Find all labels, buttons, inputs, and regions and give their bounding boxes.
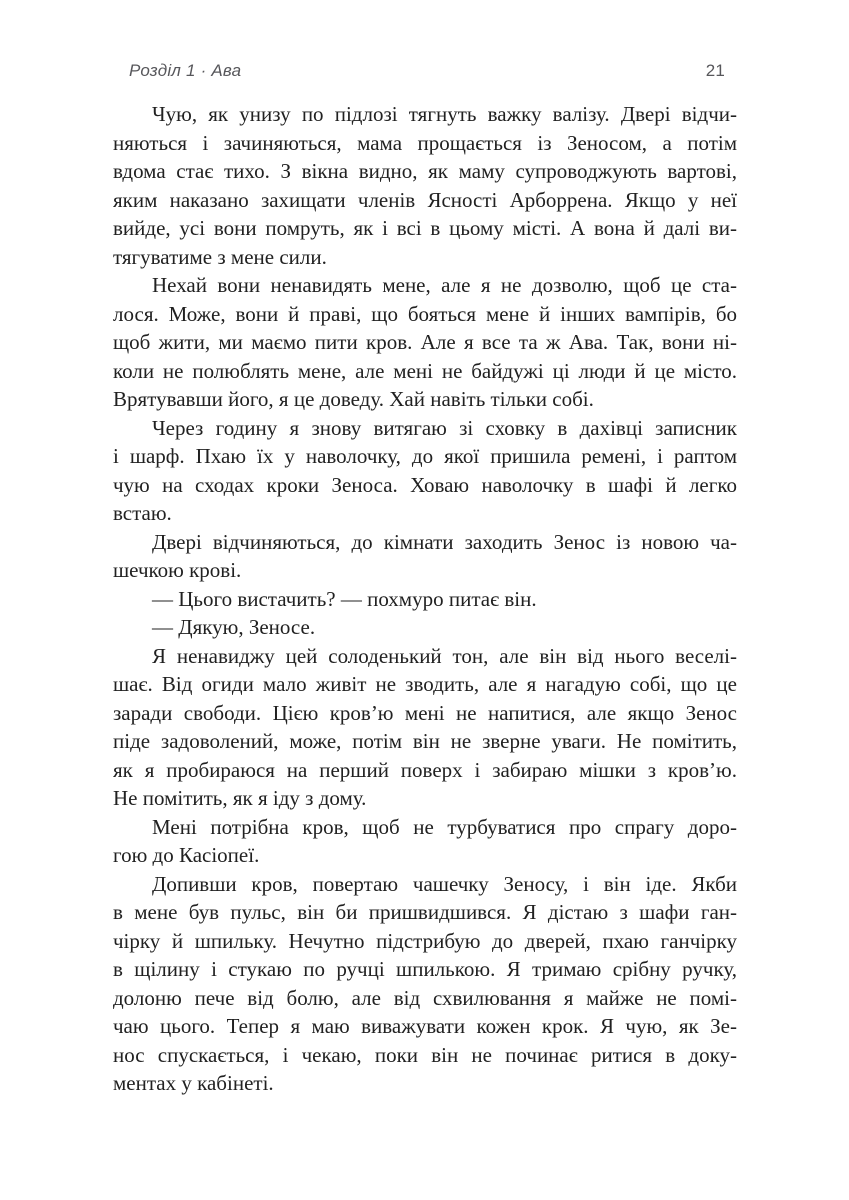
text-line: вдома стає тихо. З вікна видно, як маму супроводжують вартові, <box>113 159 737 183</box>
text-line: щоб жити, ми маємо пити кров. Але я все та ж Ава. Так, вони ні- <box>113 330 737 354</box>
paragraph <box>113 585 737 614</box>
text-line: чаю цього. Тепер я маю виважувати кожен крок. Я чую, як Зе- <box>113 1014 737 1038</box>
text-line: в щілину і стукаю по ручці шпилькою. Я тримаю срібну ручку, <box>113 957 737 981</box>
text-line: Через годину я знову витягаю зі сховку в дахівці записник <box>152 415 737 440</box>
text-line: шечкою крові. <box>113 558 242 582</box>
text-line: гою до Касіопеї. <box>113 843 260 867</box>
paragraph <box>113 870 737 1098</box>
text-line: встаю. <box>113 501 172 525</box>
text-line: заради свободи. Цією кров’ю мені не напитися, але якщо Зенос <box>113 700 737 725</box>
paragraph <box>113 100 737 271</box>
text-line: Я ненавиджу цей солоденький тон, але він від нього веселі- <box>152 643 737 668</box>
paragraph <box>113 528 737 585</box>
paragraph <box>113 271 737 414</box>
chapter-running-title: Розділ 1 · Ава <box>129 61 242 80</box>
text-line: Двері відчиняються, до кімнати заходить Зенос із новою ча- <box>152 529 737 554</box>
paragraph <box>113 414 737 528</box>
page-header <box>129 61 725 81</box>
text-line: в мене був пульс, він би пришвидшився. Я дістаю з шафи ган- <box>113 900 737 924</box>
text-line: — Дякую, Зеносе. <box>152 615 316 639</box>
page-number: 21 <box>705 61 725 80</box>
text-line: ментах у кабінеті. <box>113 1071 274 1095</box>
text-line: шає. Від огиди мало живіт не зводить, але я нагадую собі, що це <box>113 672 737 696</box>
text-line: вийде, усі вони помруть, як і всі в цьому місті. А вона й далі ви- <box>113 216 737 240</box>
text-line: — Цього вистачить? — похмуро питає він. <box>152 586 537 611</box>
text-line: чірку й шпильку. Нечутно підстрибую до дверей, пхаю ганчірку <box>113 928 737 953</box>
paragraph <box>113 613 737 642</box>
text-line: яким наказано захищати членів Ясності Арборрена. Якщо у неї <box>113 187 737 212</box>
body-text <box>113 100 737 1098</box>
text-line: нос спускається, і чекаю, поки він не починає ритися в доку- <box>113 1042 737 1067</box>
text-line: Не помітить, як я іду з дому. <box>113 786 367 810</box>
text-line: і шарф. Пхаю їх у наволочку, до якої пришила ремені, і раптом <box>113 444 737 468</box>
text-line: Нехай вони ненавидять мене, але я не дозволю, щоб це ста- <box>152 273 737 297</box>
text-line: коли не полюблять мене, але мені не байдужі ці люди й це місто. <box>113 358 737 383</box>
paragraph <box>113 642 737 813</box>
paragraph <box>113 813 737 870</box>
text-line: тягуватиме з мене сили. <box>113 244 327 269</box>
text-line: Допивши кров, повертаю чашечку Зеносу, і він іде. Якби <box>152 871 737 896</box>
text-line: Мені потрібна кров, щоб не турбуватися про спрагу доро- <box>152 814 737 839</box>
text-line: няються і зачиняються, мама прощається із Зеносом, а потім <box>113 130 737 155</box>
text-line: як я пробираюся на перший поверх і забираю мішки з кров’ю. <box>113 757 737 782</box>
text-line: чую на сходах кроки Зеноса. Ховаю наволочку в шафі й легко <box>113 472 737 497</box>
text-line: долоню пече від болю, але від схвилювання я майже не помі- <box>113 985 737 1010</box>
text-line: Чую, як унизу по підлозі тягнуть важку валізу. Двері відчи- <box>152 102 737 126</box>
text-line: лося. Може, вони й праві, що бояться мене й інших вампірів, бо <box>113 301 737 326</box>
text-line: Врятувавши його, я це доведу. Хай навіть тільки собі. <box>113 387 594 411</box>
text-line: піде задоволений, може, потім він не зверне уваги. Не помітить, <box>113 729 737 753</box>
